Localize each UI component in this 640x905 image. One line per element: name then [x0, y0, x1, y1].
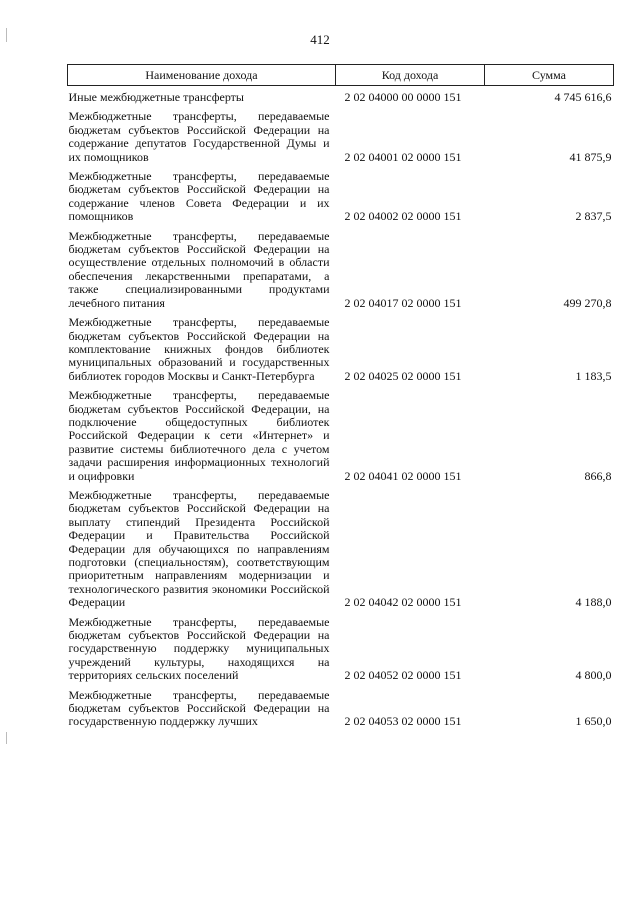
header-amount: Сумма	[485, 65, 614, 86]
income-amount: 4 800,0	[575, 668, 612, 683]
income-code: 2 02 04017 02 0000 151	[344, 295, 462, 310]
income-code: 2 02 04025 02 0000 151	[344, 368, 462, 383]
income-code: 2 02 04041 02 0000 151	[344, 468, 462, 483]
income-name: Межбюджетные трансферты, передаваемые бюджетам субъектов Российской Федерации на осуществление отдельных полномочий в области обеспечения лекарственными препаратами, а также специализированными продуктами лечебного питания	[68, 228, 330, 310]
table-row	[68, 683, 614, 729]
table-row	[68, 224, 614, 310]
income-name: Межбюджетные трансферты, передаваемые бюджетам субъектов Российской Федерации на содержание членов Совета Федерации и их помощников	[68, 169, 330, 224]
header-income-code: Код дохода	[336, 65, 485, 86]
header-income-name: Наименование дохода	[68, 65, 336, 86]
income-amount: 4 188,0	[575, 595, 612, 610]
income-name: Межбюджетные трансферты, передаваемые бюджетам субъектов Российской Федерации на выплату стипендий Президента Российской Федерации и Правительства Российской Федерации для обучающихся по направлениям подготовки (специальностям), соответствующим приоритетным направлениям модернизации и технологического развития экономики Российской Федерации	[68, 487, 330, 610]
page-number: 412	[310, 32, 330, 47]
table-row	[68, 104, 614, 164]
income-amount: 866,8	[584, 468, 612, 483]
income-name: Межбюджетные трансферты, передаваемые бюджетам субъектов Российской Федерации, на подключение общедоступных библиотек Российской Федерации к сети «Интернет» и развитие системы библиотечного дела с учетом задачи расширения информационных технологий и оцифровки	[68, 388, 330, 483]
table-row	[68, 483, 614, 610]
income-code: 2 02 04001 02 0000 151	[344, 149, 462, 164]
income-amount: 1 183,5	[575, 368, 612, 383]
table-body	[68, 86, 614, 729]
table-row	[68, 383, 614, 483]
income-name: Межбюджетные трансферты, передаваемые бюджетам субъектов Российской Федерации на государственную поддержку лучших	[68, 687, 330, 729]
income-code: 2 02 04053 02 0000 151	[344, 714, 462, 729]
income-code: 2 02 04002 02 0000 151	[344, 209, 462, 224]
scan-margin-mark	[6, 28, 7, 42]
income-name: Межбюджетные трансферты, передаваемые бюджетам субъектов Российской Федерации на комплектование книжных фондов библиотек муниципальных образований и государственных библиотек городов Москвы и Санкт-Петербурга	[68, 315, 330, 383]
income-table-container	[67, 64, 613, 729]
income-amount: 4 745 616,6	[554, 90, 612, 104]
scan-margin-mark	[6, 732, 7, 744]
table-header-row	[68, 65, 614, 86]
income-name: Иные межбюджетные трансферты	[68, 90, 244, 104]
table-row	[68, 610, 614, 683]
table-row	[68, 164, 614, 224]
table-header	[68, 65, 614, 86]
table-row	[68, 310, 614, 383]
income-table	[67, 64, 614, 729]
income-amount: 41 875,9	[569, 149, 612, 164]
income-name: Межбюджетные трансферты, передаваемые бюджетам субъектов Российской Федерации на государственную поддержку муниципальных учреждений культуры, находящихся на территориях сельских поселений	[68, 614, 330, 683]
income-amount: 1 650,0	[575, 714, 612, 729]
table-row	[68, 86, 614, 105]
income-amount: 2 837,5	[575, 209, 612, 224]
income-name: Межбюджетные трансферты, передаваемые бюджетам субъектов Российской Федерации на содержание депутатов Государственной Думы и их помощников	[68, 109, 330, 164]
income-code: 2 02 04052 02 0000 151	[344, 668, 462, 683]
income-code: 2 02 04000 00 0000 151	[344, 90, 462, 104]
income-amount: 499 270,8	[563, 295, 612, 310]
income-code: 2 02 04042 02 0000 151	[344, 595, 462, 610]
